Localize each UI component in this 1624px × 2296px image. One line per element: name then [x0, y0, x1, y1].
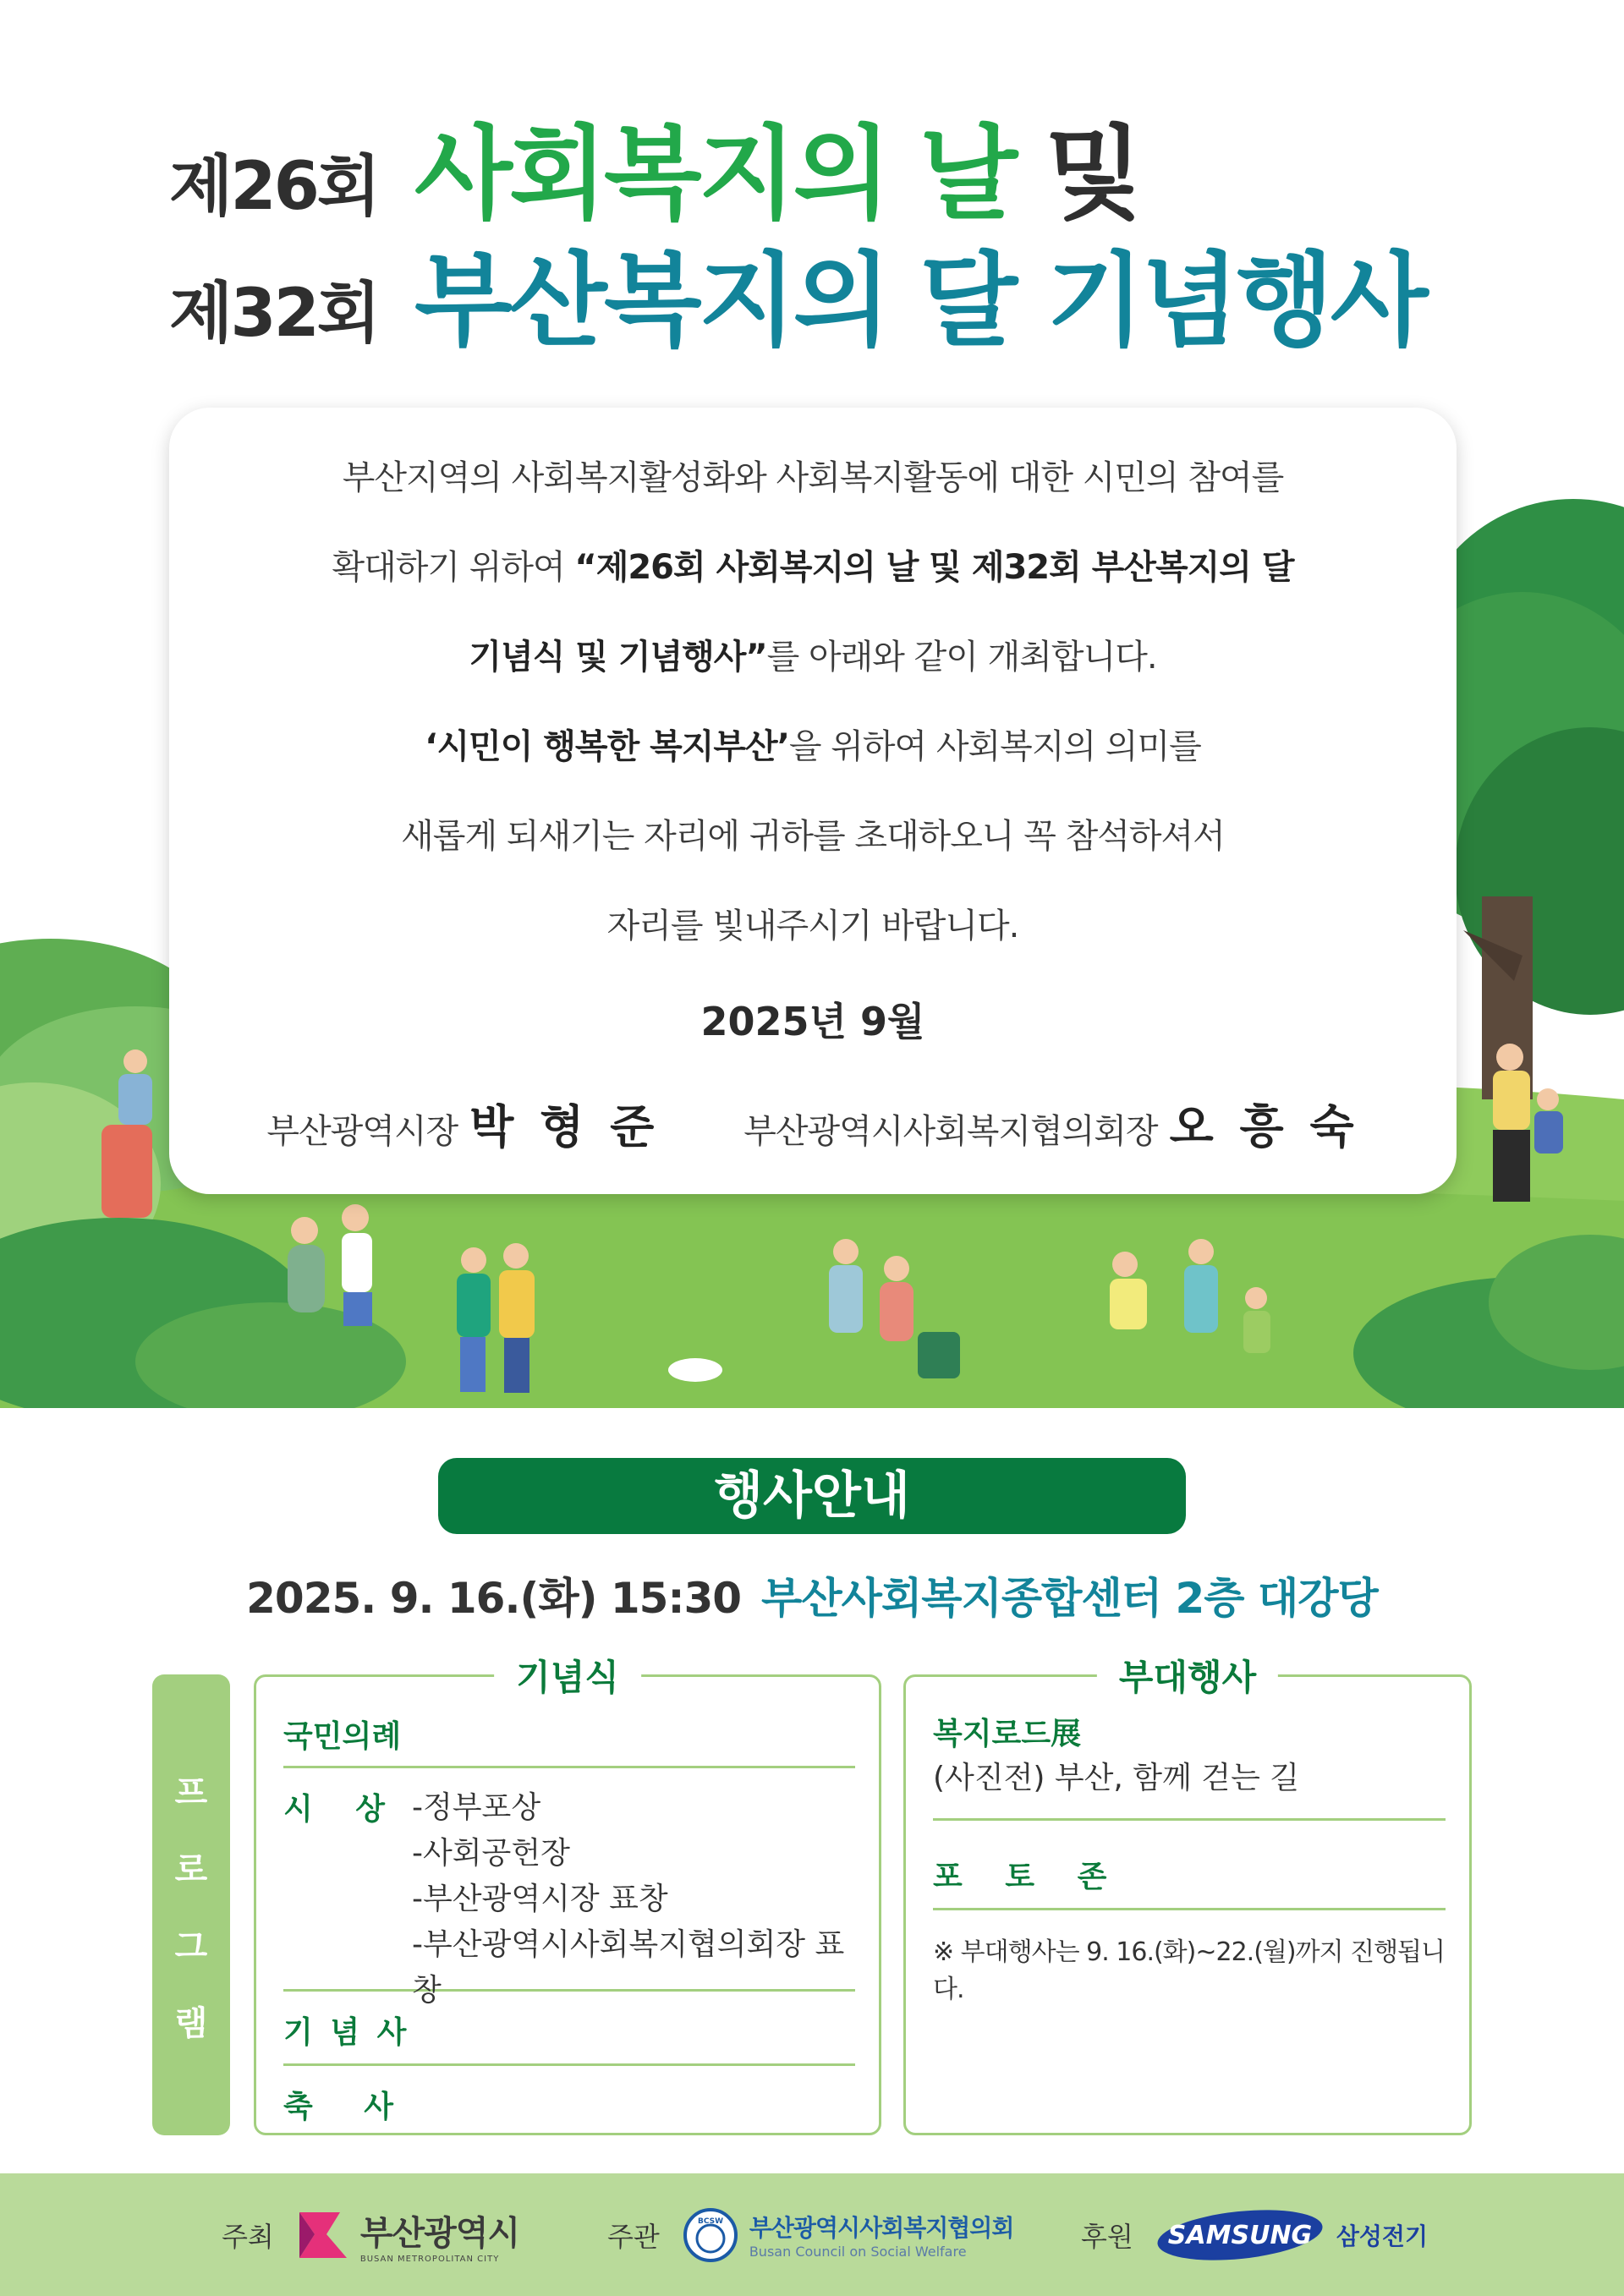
title-busan-welfare-month: 부산복지의 달 기념행사 — [414, 243, 1425, 360]
ceremony-row-awards: 시 상 -정부포상 -사회공헌장 -부산광역시장 표창 -부산광역시사회복지협의회장 표창 — [283, 1785, 855, 1992]
award-item: -정부포상 — [412, 1790, 541, 1825]
footer-sponsors — [0, 2173, 1624, 2296]
message-line-5: 새롭게 되새기는 자리에 귀하를 초대하오니 꼭 참석하셔서 — [401, 817, 1225, 856]
title-social-welfare-day: 사회복지의 날 — [414, 116, 1015, 233]
organizer-subname: Busan Council on Social Welfare — [749, 2244, 967, 2260]
title-conjunction: 및 — [1045, 116, 1140, 233]
program-tab-char: 로 — [174, 1849, 208, 1889]
ceremony-box — [254, 1657, 881, 2135]
ceremony-title: 기념식 — [494, 1650, 641, 1701]
busan-city-logo-icon — [296, 2209, 352, 2261]
organizer-name: 부산광역시사회복지협의회 — [749, 2214, 1014, 2242]
footer-organizer — [607, 2173, 1013, 2296]
side-event-title: 부대행사 — [1097, 1650, 1278, 1701]
host-subname: BUSAN METROPOLITAN CITY — [359, 2254, 500, 2264]
sponsor-label: 후원 — [1081, 2220, 1133, 2253]
invitation-card — [169, 408, 1457, 1194]
side-row-photo-exhibit: 복지로드展 (사진전) 부산, 함께 걷는 길 — [933, 1712, 1446, 1821]
message-line-6: 자리를 빛내주시기 바랍니다. — [606, 907, 1019, 945]
message-line-1: 부산지역의 사회복지활성화와 사회복지활동에 대한 시민의 참여를 — [342, 458, 1284, 497]
sponsor-name: 삼성전기 — [1336, 2222, 1429, 2250]
footer-sponsor — [1081, 2173, 1428, 2296]
side-row-photo-zone: 포 토 존 — [933, 1834, 1446, 1910]
svg-text:SAMSUNG: SAMSUNG — [1167, 2220, 1313, 2250]
bcsw-emblem-icon — [682, 2206, 739, 2264]
bcsw-wordmark — [749, 2210, 1014, 2260]
event-place: 부산사회복지종합센터 2층 대강당 — [761, 1574, 1378, 1623]
poster-title — [169, 93, 1522, 360]
event-datetime-place — [0, 1564, 1624, 1625]
award-item: -부산광역시장 표창 — [412, 1882, 668, 1916]
program-tab — [152, 1674, 230, 2135]
signatory-mayor-name: 박 형 준 — [469, 1100, 660, 1153]
host-name: 부산광역시 — [359, 2213, 520, 2253]
message-line-2: 확대하기 위하여 “제26회 사회복지의 날 및 제32회 부산복지의 달 — [332, 548, 1294, 587]
message-line-3: 기념식 및 기념행사”를 아래와 같이 개최합니다. — [469, 638, 1157, 677]
signatories — [169, 1091, 1457, 1156]
invitation-message — [169, 433, 1457, 971]
award-list — [412, 1785, 855, 2014]
title-edition-2: 제32회 — [169, 276, 379, 352]
program-tab-char: 램 — [174, 2003, 208, 2043]
ceremony-row-congratulatory: 축 사 — [283, 2090, 398, 2124]
signatory-council-role: 부산광역시사회복지협의회장 — [743, 1112, 1158, 1151]
samsung-logo-icon — [1155, 2208, 1325, 2262]
footer-host — [222, 2173, 519, 2296]
event-info-banner: 행사안내 — [438, 1458, 1186, 1534]
program-tab-char: 프 — [174, 1773, 208, 1812]
signatory-council — [743, 1091, 1358, 1156]
ceremony-row-anthem: 국민의례 — [283, 1712, 855, 1768]
organizer-label: 주관 — [607, 2220, 660, 2253]
event-datetime: 2025. 9. 16.(화) 15:30 — [246, 1574, 742, 1623]
ceremony-row-address: 기 념 사 — [283, 2008, 855, 2066]
message-line-4: ‘시민이 행복한 복지부산’을 위하여 사회복지의 의미를 — [425, 727, 1201, 766]
side-event-note: ※ 부대행사는 9. 16.(화)~22.(월)까지 진행됩니다. — [933, 1937, 1446, 2004]
title-line-2 — [169, 220, 1522, 360]
program-tab-char: 그 — [174, 1926, 208, 1966]
svg-text:BCSW: BCSW — [697, 2217, 723, 2226]
title-edition-1: 제26회 — [169, 149, 379, 225]
busan-city-wordmark — [360, 2206, 519, 2264]
award-item: -사회공헌장 — [412, 1836, 570, 1871]
invitation-date: 2025년 9월 — [700, 999, 925, 1044]
side-event-box — [903, 1657, 1472, 2135]
signatory-mayor-role: 부산광역시장 — [266, 1112, 458, 1151]
host-label: 주최 — [222, 2220, 274, 2253]
award-item: -부산광역시사회복지협의회장 표창 — [412, 1927, 845, 2008]
signatory-mayor — [266, 1091, 659, 1156]
title-line-1 — [169, 93, 1522, 233]
signatory-council-name: 오 흥 숙 — [1169, 1100, 1359, 1153]
